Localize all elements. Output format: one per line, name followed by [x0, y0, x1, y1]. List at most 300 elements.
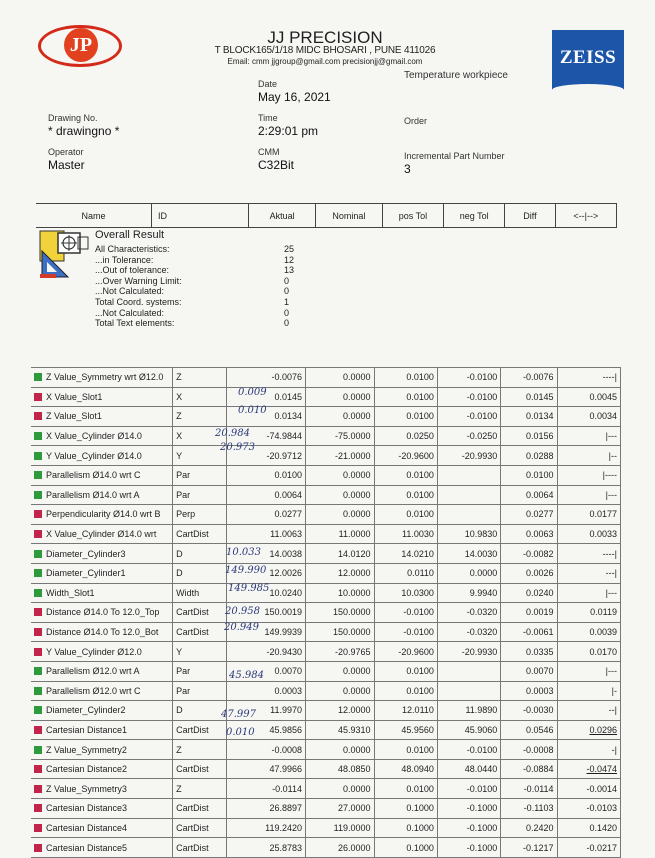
- overall-row-value: 0: [284, 286, 290, 297]
- feature-name: Diameter_Cylinder2: [46, 705, 126, 716]
- nominal-value: 150.0000: [306, 622, 375, 642]
- feature-id: Perp: [173, 505, 227, 525]
- diff-value: 0.0546: [501, 720, 557, 740]
- feature-cell: [31, 701, 173, 721]
- feature-id: Par: [173, 681, 227, 701]
- diff-value: 0.0145: [501, 387, 557, 407]
- nominal-value: 0.0000: [306, 368, 375, 388]
- feature-id: CartDist: [173, 838, 227, 858]
- feature-id: Z: [173, 740, 227, 760]
- nominal-value: 48.0850: [306, 759, 375, 779]
- feature-name: Cartesian Distance4: [46, 822, 128, 833]
- diff-value: -0.0008: [501, 740, 557, 760]
- handwritten-note: 45.984: [229, 670, 264, 681]
- deviation-value: 0.0045: [557, 387, 620, 407]
- feature-id: CartDist: [173, 524, 227, 544]
- feature-id: D: [173, 563, 227, 583]
- handwritten-note: 20.958: [225, 606, 260, 617]
- feature-cell: [31, 779, 173, 799]
- in-tolerance-icon: [34, 687, 42, 695]
- pos-tol-value: 0.0100: [374, 485, 437, 505]
- feature-cell: [31, 524, 173, 544]
- feature-id: CartDist: [173, 818, 227, 838]
- table-row: [31, 799, 621, 819]
- diff-value: -0.1217: [501, 838, 557, 858]
- neg-tol-value: 14.0030: [437, 544, 500, 564]
- feature-cell: [31, 544, 173, 564]
- actual-value: 26.8897: [227, 799, 306, 819]
- actual-value: 0.0070: [227, 661, 306, 681]
- deviation-value: 0.0119: [557, 603, 620, 623]
- nominal-value: 0.0000: [306, 681, 375, 701]
- feature-id: Y: [173, 642, 227, 662]
- feature-name: Diameter_Cylinder1: [46, 568, 126, 579]
- overall-row-value: 0: [284, 275, 290, 286]
- actual-value: 0.0277: [227, 505, 306, 525]
- in-tolerance-icon: [34, 432, 42, 440]
- table-row: [31, 661, 621, 681]
- pos-tol-value: 0.0100: [374, 779, 437, 799]
- table-row: [31, 583, 621, 603]
- handwritten-note: 149.990: [225, 565, 267, 576]
- deviation-value: -0.0217: [557, 838, 620, 858]
- neg-tol-value: -0.0100: [437, 407, 500, 427]
- diff-value: -0.0884: [501, 759, 557, 779]
- order-label: Order: [404, 116, 428, 126]
- feature-name: Z Value_Symmetry2: [46, 744, 127, 755]
- pos-tol-value: 0.0110: [374, 563, 437, 583]
- neg-tol-value: -0.0320: [437, 603, 500, 623]
- feature-id: X: [173, 426, 227, 446]
- out-of-tolerance-icon: [34, 726, 42, 734]
- feature-id: CartDist: [173, 720, 227, 740]
- feature-name: Y Value_Cylinder Ø14.0: [46, 450, 142, 461]
- in-tolerance-icon: [34, 452, 42, 460]
- out-of-tolerance-icon: [34, 510, 42, 518]
- pos-tol-value: 0.0100: [374, 661, 437, 681]
- nominal-value: -75.0000: [306, 426, 375, 446]
- temperature-label: Temperature workpiece: [404, 70, 508, 81]
- actual-value: 12.0026: [227, 563, 306, 583]
- diff-value: -0.0030: [501, 701, 557, 721]
- table-row: [31, 426, 621, 446]
- table-row: [31, 544, 621, 564]
- diff-value: -0.0114: [501, 779, 557, 799]
- deviation-value: |--: [557, 446, 620, 466]
- in-tolerance-icon: [34, 550, 42, 558]
- table-row: [31, 505, 621, 525]
- table-row: [31, 524, 621, 544]
- diff-value: 0.0100: [501, 465, 557, 485]
- actual-value: 25.8783: [227, 838, 306, 858]
- zeiss-logo: ZEISS: [552, 30, 624, 96]
- column-header: [36, 203, 617, 228]
- actual-value: 11.9970: [227, 701, 306, 721]
- handwritten-note: 0.010: [238, 405, 267, 416]
- table-row: [31, 368, 621, 388]
- handwritten-note: 10.033: [226, 547, 261, 558]
- pos-tol-value: 0.0100: [374, 368, 437, 388]
- pos-tol-value: 10.0300: [374, 583, 437, 603]
- actual-value: -20.9712: [227, 446, 306, 466]
- nominal-value: 14.0120: [306, 544, 375, 564]
- nominal-value: 0.0000: [306, 465, 375, 485]
- out-of-tolerance-icon: [34, 628, 42, 636]
- feature-id: D: [173, 701, 227, 721]
- deviation-value: |-: [557, 681, 620, 701]
- overall-row-label: ...Out of tolerance:: [95, 265, 170, 276]
- diff-value: 0.0277: [501, 505, 557, 525]
- table-row: [31, 818, 621, 838]
- feature-name: Parallelism Ø12.0 wrt C: [46, 685, 141, 696]
- feature-name: Cartesian Distance3: [46, 803, 128, 814]
- table-row: [31, 701, 621, 721]
- table-row: [31, 446, 621, 466]
- pos-tol-value: 0.0100: [374, 407, 437, 427]
- feature-id: Z: [173, 407, 227, 427]
- feature-id: Z: [173, 779, 227, 799]
- neg-tol-value: -0.0100: [437, 779, 500, 799]
- in-tolerance-icon: [34, 373, 42, 381]
- pos-tol-value: 0.0100: [374, 505, 437, 525]
- neg-tol-value: -0.0100: [437, 368, 500, 388]
- actual-value: 119.2420: [227, 818, 306, 838]
- neg-tol-value: -0.1000: [437, 818, 500, 838]
- part-number-label: Incremental Part Number: [404, 151, 505, 161]
- nominal-value: 0.0000: [306, 740, 375, 760]
- deviation-value: --|: [557, 701, 620, 721]
- cmm-label: CMM: [258, 147, 280, 157]
- table-row: [31, 465, 621, 485]
- neg-tol-value: -0.0100: [437, 387, 500, 407]
- pos-tol-value: -20.9600: [374, 642, 437, 662]
- feature-name: Z Value_Symmetry3: [46, 783, 127, 794]
- handwritten-note: 20.949: [224, 622, 259, 633]
- handwritten-note: 0.009: [238, 387, 267, 398]
- in-tolerance-icon: [34, 746, 42, 754]
- actual-value: 11.0063: [227, 524, 306, 544]
- neg-tol-value: [437, 505, 500, 525]
- neg-tol-value: 10.9830: [437, 524, 500, 544]
- pos-tol-value: -0.0100: [374, 603, 437, 623]
- col-nominal: Nominal: [316, 204, 383, 228]
- actual-value: 150.0019: [227, 603, 306, 623]
- pos-tol-value: 0.0100: [374, 387, 437, 407]
- feature-cell: [31, 387, 173, 407]
- deviation-value: |---: [557, 583, 620, 603]
- handwritten-note: 149.985: [228, 583, 270, 594]
- actual-value: -0.0114: [227, 779, 306, 799]
- deviation-value: ----|: [557, 368, 620, 388]
- nominal-value: 12.0000: [306, 701, 375, 721]
- out-of-tolerance-icon: [34, 608, 42, 616]
- feature-id: Par: [173, 465, 227, 485]
- out-of-tolerance-icon: [34, 412, 42, 420]
- out-of-tolerance-icon: [34, 824, 42, 832]
- table-row: [31, 407, 621, 427]
- overall-row-label: ...Over Warning Limit:: [95, 275, 182, 286]
- in-tolerance-icon: [34, 589, 42, 597]
- pos-tol-value: 0.0100: [374, 681, 437, 701]
- feature-name: X Value_Cylinder Ø14.0 wrt: [46, 529, 157, 540]
- feature-name: Parallelism Ø14.0 wrt C: [46, 470, 141, 481]
- feature-name: X Value_Slot1: [46, 391, 103, 402]
- feature-cell: [31, 368, 173, 388]
- overall-row-label: ...in Tolerance:: [95, 254, 154, 265]
- nominal-value: 0.0000: [306, 779, 375, 799]
- neg-tol-value: -20.9930: [437, 446, 500, 466]
- nominal-value: 150.0000: [306, 603, 375, 623]
- cmm-value: C32Bit: [258, 158, 295, 172]
- pos-tol-value: 12.0110: [374, 701, 437, 721]
- nominal-value: 26.0000: [306, 838, 375, 858]
- neg-tol-value: 11.9890: [437, 701, 500, 721]
- feature-cell: [31, 740, 173, 760]
- neg-tol-value: 45.9060: [437, 720, 500, 740]
- actual-value: 0.0145: [227, 387, 306, 407]
- nominal-value: 27.0000: [306, 799, 375, 819]
- neg-tol-value: [437, 485, 500, 505]
- feature-id: CartDist: [173, 799, 227, 819]
- actual-value: 47.9966: [227, 759, 306, 779]
- nominal-value: 0.0000: [306, 505, 375, 525]
- diff-value: -0.0082: [501, 544, 557, 564]
- in-tolerance-icon: [34, 706, 42, 714]
- diff-value: 0.0335: [501, 642, 557, 662]
- feature-id: X: [173, 387, 227, 407]
- overall-row-label: ...Not Calculated:: [95, 307, 165, 318]
- table-row: [31, 838, 621, 858]
- nominal-value: 12.0000: [306, 563, 375, 583]
- feature-id: Width: [173, 583, 227, 603]
- deviation-value: -0.0014: [557, 779, 620, 799]
- pos-tol-value: 0.0250: [374, 426, 437, 446]
- company-logo: JP: [64, 28, 98, 62]
- feature-name: Parallelism Ø12.0 wrt A: [46, 666, 140, 677]
- feature-id: Z: [173, 368, 227, 388]
- in-tolerance-icon: [34, 569, 42, 577]
- neg-tol-value: -20.9930: [437, 642, 500, 662]
- nominal-value: 45.9310: [306, 720, 375, 740]
- company-address: T BLOCK165/1/18 MIDC BHOSARI , PUNE 411026: [214, 45, 436, 56]
- pos-tol-value: 0.0100: [374, 740, 437, 760]
- overall-result-title: Overall Result: [95, 229, 165, 241]
- col-neg-tol: neg Tol: [444, 204, 505, 228]
- pos-tol-value: 0.1000: [374, 838, 437, 858]
- diff-value: -0.0061: [501, 622, 557, 642]
- nominal-value: -20.9765: [306, 642, 375, 662]
- table-row: [31, 681, 621, 701]
- diff-value: 0.0240: [501, 583, 557, 603]
- pos-tol-value: 48.0940: [374, 759, 437, 779]
- feature-id: CartDist: [173, 759, 227, 779]
- diff-value: -0.1103: [501, 799, 557, 819]
- deviation-value: 0.0034: [557, 407, 620, 427]
- col-pos-tol: pos Tol: [382, 204, 443, 228]
- feature-cell: [31, 681, 173, 701]
- col-id: ID: [151, 204, 248, 228]
- feature-name: Cartesian Distance2: [46, 764, 128, 775]
- measuring-tools-icon: [38, 229, 90, 279]
- part-number-value: 3: [404, 162, 411, 176]
- operator-value: Master: [48, 158, 85, 172]
- feature-cell: [31, 720, 173, 740]
- time-value: 2:29:01 pm: [258, 124, 319, 138]
- feature-cell: [31, 818, 173, 838]
- overall-row-value: 0: [284, 307, 290, 318]
- pos-tol-value: -0.0100: [374, 622, 437, 642]
- feature-name: Y Value_Cylinder Ø12.0: [46, 646, 142, 657]
- feature-cell: [31, 505, 173, 525]
- deviation-value: 0.0039: [557, 622, 620, 642]
- deviation-value: 0.0170: [557, 642, 620, 662]
- deviation-value: -|: [557, 740, 620, 760]
- deviation-value: -0.0474: [557, 759, 620, 779]
- feature-id: D: [173, 544, 227, 564]
- overall-row-value: 1: [284, 297, 290, 307]
- date-label: Date: [258, 79, 278, 89]
- feature-cell: [31, 799, 173, 819]
- out-of-tolerance-icon: [34, 844, 42, 852]
- neg-tol-value: [437, 661, 500, 681]
- deviation-value: ---|: [557, 563, 620, 583]
- pos-tol-value: 0.1000: [374, 799, 437, 819]
- out-of-tolerance-icon: [34, 785, 42, 793]
- deviation-value: |---: [557, 661, 620, 681]
- table-row: [31, 563, 621, 583]
- feature-cell: [31, 465, 173, 485]
- actual-value: 0.0134: [227, 407, 306, 427]
- diff-value: 0.0019: [501, 603, 557, 623]
- deviation-value: 0.1420: [557, 818, 620, 838]
- feature-id: Par: [173, 661, 227, 681]
- feature-id: Par: [173, 485, 227, 505]
- actual-value: 0.0003: [227, 681, 306, 701]
- neg-tol-value: [437, 681, 500, 701]
- actual-value: 45.9856: [227, 720, 306, 740]
- time-label: Time: [258, 113, 278, 123]
- diff-value: -0.0076: [501, 368, 557, 388]
- actual-value: -0.0076: [227, 368, 306, 388]
- diff-value: 0.0070: [501, 661, 557, 681]
- diff-value: 0.0288: [501, 446, 557, 466]
- feature-name: Distance Ø14.0 To 12.0_Bot: [46, 627, 159, 638]
- feature-name: Diameter_Cylinder3: [46, 548, 126, 559]
- overall-row-label: All Characteristics:: [95, 244, 170, 254]
- neg-tol-value: 48.0440: [437, 759, 500, 779]
- out-of-tolerance-icon: [34, 393, 42, 401]
- feature-cell: [31, 485, 173, 505]
- company-email: Email: cmm jjgroup@gmail.com precisionjj@gmail.com: [227, 57, 423, 66]
- pos-tol-value: 0.1000: [374, 818, 437, 838]
- pos-tol-value: 11.0030: [374, 524, 437, 544]
- deviation-value: |---: [557, 485, 620, 505]
- col-aktual: Aktual: [249, 204, 316, 228]
- overall-row-label: Total Coord. systems:: [95, 297, 182, 307]
- feature-name: Distance Ø14.0 To 12.0_Top: [46, 607, 160, 618]
- actual-value: -0.0008: [227, 740, 306, 760]
- handwritten-note: 47.997: [221, 709, 256, 720]
- table-row: [31, 622, 621, 642]
- out-of-tolerance-icon: [34, 648, 42, 656]
- deviation-value: 0.0177: [557, 505, 620, 525]
- feature-cell: [31, 446, 173, 466]
- pos-tol-value: 0.0100: [374, 465, 437, 485]
- feature-name: Perpendicularity Ø14.0 wrt B: [46, 509, 161, 520]
- actual-value: 149.9939: [227, 622, 306, 642]
- table-row: [31, 779, 621, 799]
- actual-value: 10.0240: [227, 583, 306, 603]
- deviation-value: -0.0103: [557, 799, 620, 819]
- neg-tol-value: -0.1000: [437, 799, 500, 819]
- operator-label: Operator: [48, 147, 84, 157]
- measurement-table: [31, 367, 621, 858]
- pos-tol-value: 14.0210: [374, 544, 437, 564]
- handwritten-note: 20.984: [215, 428, 250, 439]
- feature-id: Y: [173, 446, 227, 466]
- overall-row-value: 12: [284, 254, 295, 265]
- feature-cell: [31, 642, 173, 662]
- diff-value: 0.0026: [501, 563, 557, 583]
- neg-tol-value: [437, 465, 500, 485]
- feature-name: Parallelism Ø14.0 wrt A: [46, 489, 140, 500]
- feature-cell: [31, 583, 173, 603]
- feature-name: Width_Slot1: [46, 587, 95, 598]
- nominal-value: -21.0000: [306, 446, 375, 466]
- feature-id: CartDist: [173, 622, 227, 642]
- diff-value: 0.0134: [501, 407, 557, 427]
- diff-value: 0.0156: [501, 426, 557, 446]
- pos-tol-value: 45.9560: [374, 720, 437, 740]
- deviation-value: 0.0033: [557, 524, 620, 544]
- overall-row-label: ...Not Calculated:: [95, 286, 165, 297]
- deviation-value: |---: [557, 426, 620, 446]
- actual-value: -74.9844: [227, 426, 306, 446]
- overall-row-value: 13: [284, 265, 295, 276]
- drawing-value: * drawingno *: [48, 124, 120, 138]
- neg-tol-value: -0.0250: [437, 426, 500, 446]
- overall-row-value: 0: [284, 318, 290, 329]
- company-name: JJ PRECISION: [267, 28, 383, 47]
- actual-value: -20.9430: [227, 642, 306, 662]
- nominal-value: 0.0000: [306, 485, 375, 505]
- nominal-value: 119.0000: [306, 818, 375, 838]
- table-row: [31, 720, 621, 740]
- nominal-value: 0.0000: [306, 661, 375, 681]
- col-name: Name: [36, 204, 151, 228]
- deviation-value: |----: [557, 465, 620, 485]
- table-row: [31, 485, 621, 505]
- feature-name: Cartesian Distance5: [46, 842, 128, 853]
- table-row: [31, 603, 621, 623]
- actual-value: 0.0064: [227, 485, 306, 505]
- neg-tol-value: 9.9940: [437, 583, 500, 603]
- table-row: [31, 642, 621, 662]
- out-of-tolerance-icon: [34, 804, 42, 812]
- feature-cell: [31, 838, 173, 858]
- neg-tol-value: 0.0000: [437, 563, 500, 583]
- diff-value: 0.0064: [501, 485, 557, 505]
- diff-value: 0.0063: [501, 524, 557, 544]
- feature-cell: [31, 661, 173, 681]
- feature-cell: [31, 563, 173, 583]
- in-tolerance-icon: [34, 471, 42, 479]
- in-tolerance-icon: [34, 667, 42, 675]
- table-row: [31, 759, 621, 779]
- drawing-label: Drawing No.: [48, 113, 98, 123]
- in-tolerance-icon: [34, 491, 42, 499]
- actual-value: 0.0100: [227, 465, 306, 485]
